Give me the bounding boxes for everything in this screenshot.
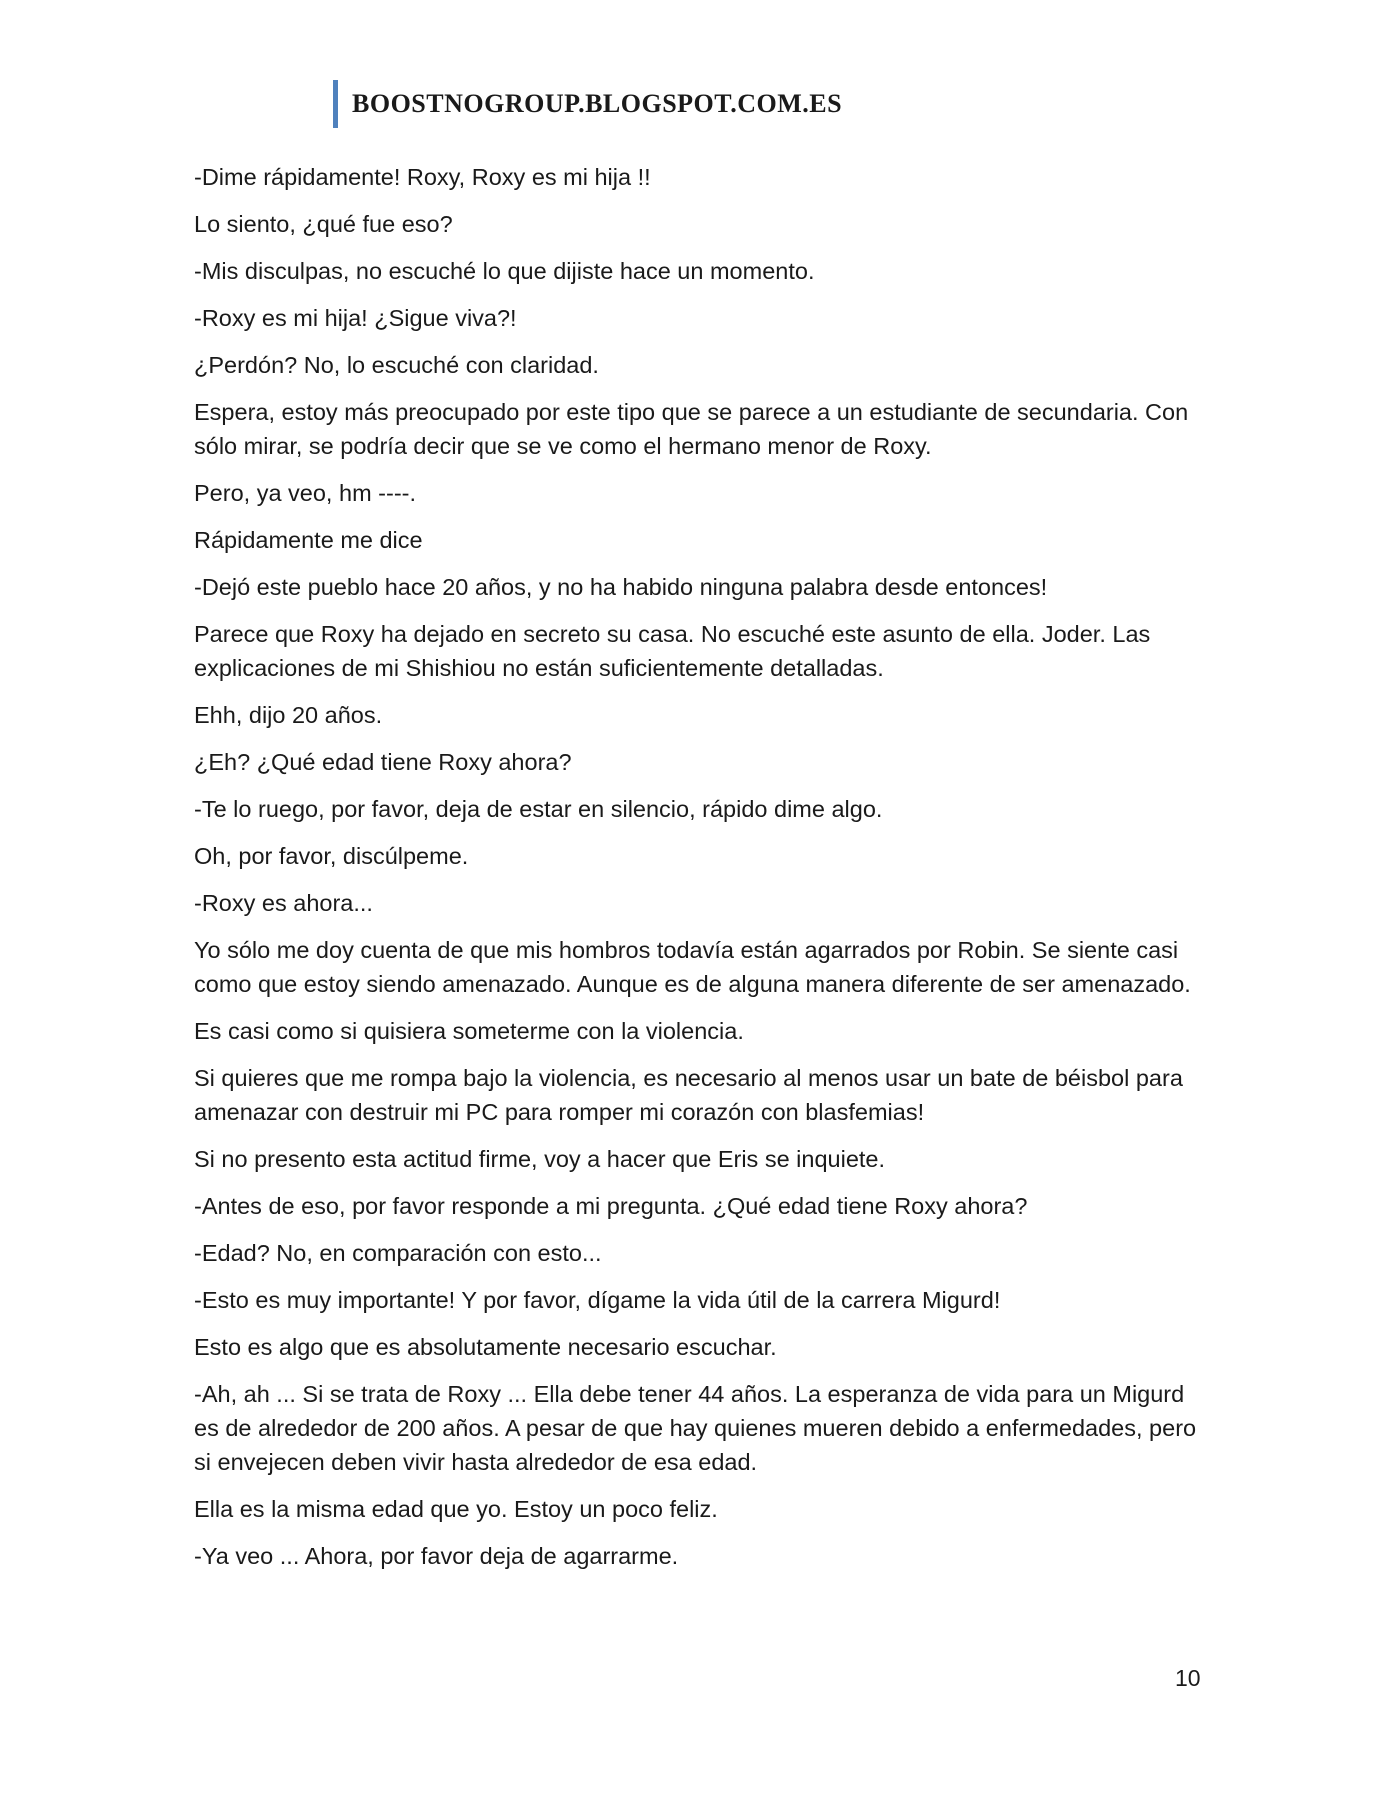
paragraph: ¿Perdón? No, lo escuché con claridad. (194, 352, 599, 378)
paragraph: -Ya veo ... Ahora, por favor deja de agarrarme. (194, 1543, 679, 1569)
paragraph: Esto es algo que es absolutamente necesario escuchar. (194, 1334, 777, 1360)
paragraph: Ella es la misma edad que yo. Estoy un poco feliz. (194, 1496, 718, 1522)
paragraph: Espera, estoy más preocupado por este tipo que se parece a un estudiante de secundaria. Con sólo mirar, se podría decir que se ve como el hermano menor de Roxy. (194, 399, 1189, 459)
paragraph: Es casi como si quisiera someterme con la violencia. (194, 1018, 744, 1044)
paragraph: ¿Eh? ¿Qué edad tiene Roxy ahora? (194, 749, 572, 775)
paragraph: -Roxy es mi hija! ¿Sigue viva?! (194, 305, 517, 331)
paragraph: Rápidamente me dice (194, 527, 423, 553)
document-body (194, 160, 1214, 1586)
paragraph: -Antes de eso, por favor responde a mi pregunta. ¿Qué edad tiene Roxy ahora? (194, 1193, 1028, 1219)
paragraph: Lo siento, ¿qué fue eso? (194, 211, 453, 237)
page-number: 10 (1175, 1665, 1201, 1691)
paragraph: Si quieres que me rompa bajo la violencia, es necesario al menos usar un bate de béisbol para amenazar con destruir mi PC para romper mi corazón con blasfemias! (194, 1065, 1183, 1125)
header-accent-bar (333, 80, 338, 128)
paragraph: -Dejó este pueblo hace 20 años, y no ha habido ninguna palabra desde entonces! (194, 574, 1048, 600)
paragraph: -Mis disculpas, no escuché lo que dijiste hace un momento. (194, 258, 815, 284)
page-header (333, 80, 842, 128)
header-title: BOOSTNOGROUP.BLOGSPOT.COM.ES (352, 89, 843, 118)
paragraph: Si no presento esta actitud firme, voy a hacer que Eris se inquiete. (194, 1146, 886, 1172)
paragraph: -Te lo ruego, por favor, deja de estar en silencio, rápido dime algo. (194, 796, 883, 822)
paragraph: Parece que Roxy ha dejado en secreto su casa. No escuché este asunto de ella. Joder. Las explicaciones de mi Shishiou no están suficientemente detalladas. (194, 621, 1151, 681)
paragraph: -Roxy es ahora... (194, 890, 373, 916)
paragraph: -Dime rápidamente! Roxy, Roxy es mi hija !! (194, 164, 651, 190)
paragraph: Pero, ya veo, hm ----. (194, 480, 416, 506)
paragraph: -Esto es muy importante! Y por favor, dígame la vida útil de la carrera Migurd! (194, 1287, 1001, 1313)
paragraph: -Ah, ah ... Si se trata de Roxy ... Ella debe tener 44 años. La esperanza de vida para un Migurd es de alrededor de 200 años. A pesar de que hay quienes mueren debido a enfermedades, pero si envejecen deben vivir hasta alrededor de esa edad. (194, 1381, 1197, 1475)
paragraph: -Edad? No, en comparación con esto... (194, 1240, 602, 1266)
paragraph: Ehh, dijo 20 años. (194, 702, 383, 728)
paragraph: Oh, por favor, discúlpeme. (194, 843, 469, 869)
paragraph: Yo sólo me doy cuenta de que mis hombros todavía están agarrados por Robin. Se siente casi como que estoy siendo amenazado. Aunque es de alguna manera diferente de ser amenazado. (194, 937, 1191, 997)
